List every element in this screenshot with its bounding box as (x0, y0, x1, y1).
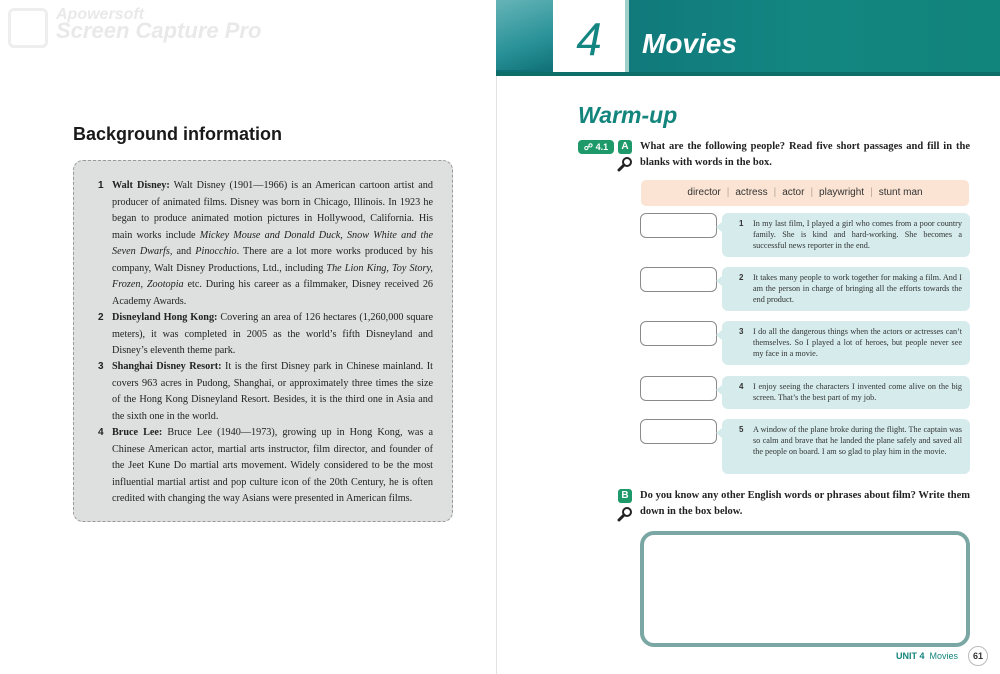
info-item-walt-disney (98, 178, 433, 310)
unit-title: Movies (642, 28, 737, 59)
answer-blank-3[interactable] (640, 321, 717, 346)
info-item-head: Disneyland Hong Kong: (112, 312, 218, 323)
word-bank-item: director (687, 187, 721, 198)
watermark-line1: Apowersoft (56, 6, 144, 23)
info-item-text (112, 310, 433, 360)
watermark-logo-icon (8, 8, 48, 48)
audio-track-label: 4.1 (595, 142, 609, 152)
answer-blank-1[interactable] (640, 213, 717, 238)
passage-text: I enjoy seeing the characters I invented come alive on the big screen. That’s the best part of my job. (753, 382, 962, 403)
info-item-body: and (172, 246, 196, 257)
banner-highlight (496, 0, 556, 70)
info-item-text (112, 425, 433, 508)
passage-number: 1 (739, 219, 744, 228)
writing-box[interactable] (640, 531, 970, 647)
info-item-italic: Mickey Mouse and Donald Duck, Snow White and the Seven Dwarfs, (112, 229, 433, 257)
info-item-head: Bruce Lee: (112, 427, 163, 438)
word-bank (641, 180, 969, 206)
passage-3 (722, 321, 970, 365)
info-item-head: Walt Disney: (112, 180, 170, 191)
answer-blank-4[interactable] (640, 376, 717, 401)
info-item-body: It is the first Disney park in Chinese mainland. It covers 963 acres in Pudong, Shanghai, or approximately three times the size of the Hong Kong Disneyland Resort. Besides, it is the third one in Asia and the sixth one in the world. (112, 361, 433, 422)
footer-unit-label (896, 651, 958, 661)
info-item-body: Bruce Lee (1940—1973), growing up in Hong Kong, was a Chinese American actor, martial arts instructor, film director, and founder of the Jeet Kune Do martial arts movement. Widely considered to be the most influential martial artist and pop culture icon of the 20th Century, he is often credited with changing the way Asians were presented in American films. (112, 427, 433, 504)
unit-number: 4 (576, 13, 602, 65)
word-separator: | (773, 187, 777, 198)
page-divider (496, 0, 497, 674)
answer-blank-5[interactable] (640, 419, 717, 444)
passage-number: 3 (739, 327, 744, 336)
info-item-body: etc. During his career as a filmmaker, Disney received 26 Academy Awards. (112, 279, 434, 307)
info-item-text (112, 359, 433, 425)
speech-tail (716, 385, 722, 395)
magnifier-icon (617, 506, 633, 522)
word-bank-item: actor (782, 187, 805, 198)
info-item-number: 4 (98, 427, 104, 438)
passage-1 (722, 213, 970, 257)
background-info-title: Background information (73, 124, 283, 144)
passage-5 (722, 419, 970, 474)
task-a-badge: A (618, 140, 632, 154)
info-item-italic: The Lion King, Toy Story, Frozen, Zootopia (112, 262, 433, 290)
info-item-bruce-lee (98, 425, 433, 508)
passage-4 (722, 376, 970, 409)
speech-tail (716, 222, 722, 232)
word-separator: | (726, 187, 730, 198)
info-item-number: 2 (98, 312, 104, 323)
passage-text: I do all the dangerous things when the actors or actresses can’t themselves. So I played a lot of heroes, but people never see my face in a movie. (753, 327, 962, 359)
footer-unit-number: UNIT 4 (896, 651, 925, 661)
banner-stripe (625, 0, 629, 72)
passage-text: A window of the plane broke during the flight. The captain was so calm and brave that he landed the plane safely and saved all the people on board. I am so glad to play him in the movie. (753, 425, 962, 457)
info-item-head: Shanghai Disney Resort: (112, 361, 222, 372)
banner-bottom-rule (496, 72, 1000, 76)
passage-2 (722, 267, 970, 311)
info-item-number: 3 (98, 361, 104, 372)
headphones-icon: ☍ (583, 142, 594, 152)
speech-tail (716, 428, 722, 438)
info-item-number: 1 (98, 180, 104, 191)
info-item-italic: Pinocchio (195, 246, 237, 257)
info-item-body: Covering an area of 126 hectares (1,260,000 square meters), it was completed in 2005 as the world’s fifth Disneyland and Disney’s eleventh theme park. (112, 312, 433, 356)
speech-tail (716, 276, 722, 286)
word-separator: | (870, 187, 873, 198)
passage-number: 4 (739, 382, 744, 391)
warmup-title: Warm-up (578, 102, 678, 128)
word-separator: | (810, 187, 814, 198)
magnifier-icon (617, 156, 633, 172)
watermark-line2: Screen Capture Pro (56, 18, 262, 43)
task-b-badge: B (618, 489, 632, 503)
info-item-body: Walt Disney (1901—1966) is an American cartoon artist and producer of animated films. Disney was born in Chicago, Illinois. In 1923 he began to produce animated motion pictures in Hollywood, California. His main works include (112, 180, 433, 241)
info-item-disneyland-hong-kong (98, 310, 433, 360)
speech-tail (716, 330, 722, 340)
task-a-instruction: What are the following people? Read five short passages and fill in the blanks with words in the box. (640, 141, 970, 168)
info-item-shanghai-disney-resort (98, 359, 433, 425)
info-item-text (112, 178, 433, 310)
info-item-body: . There are a lot more works produced by his company, Walt Disney Productions, Ltd., including (112, 246, 433, 274)
answer-blank-2[interactable] (640, 267, 717, 292)
passage-text: In my last film, I played a girl who comes from a poor country family. She is kind and hard-working. She becomes a successful news reporter in the end. (753, 219, 962, 251)
audio-track-badge[interactable] (578, 140, 614, 154)
task-b-instruction: Do you know any other English words or phrases about film? Write them down in the box below. (640, 490, 970, 517)
word-bank-item: playwright (819, 187, 865, 198)
word-bank-item: stunt man (878, 187, 923, 198)
page-number: 61 (968, 646, 988, 666)
passage-text: It takes many people to work together for making a film. And I am the person in charge of bringing all the efforts towards the end product. (753, 273, 962, 305)
passage-number: 5 (739, 425, 744, 434)
footer-unit-name: Movies (929, 651, 959, 661)
word-bank-item: actress (735, 187, 768, 198)
background-info-box (73, 160, 453, 522)
passage-number: 2 (739, 273, 744, 282)
